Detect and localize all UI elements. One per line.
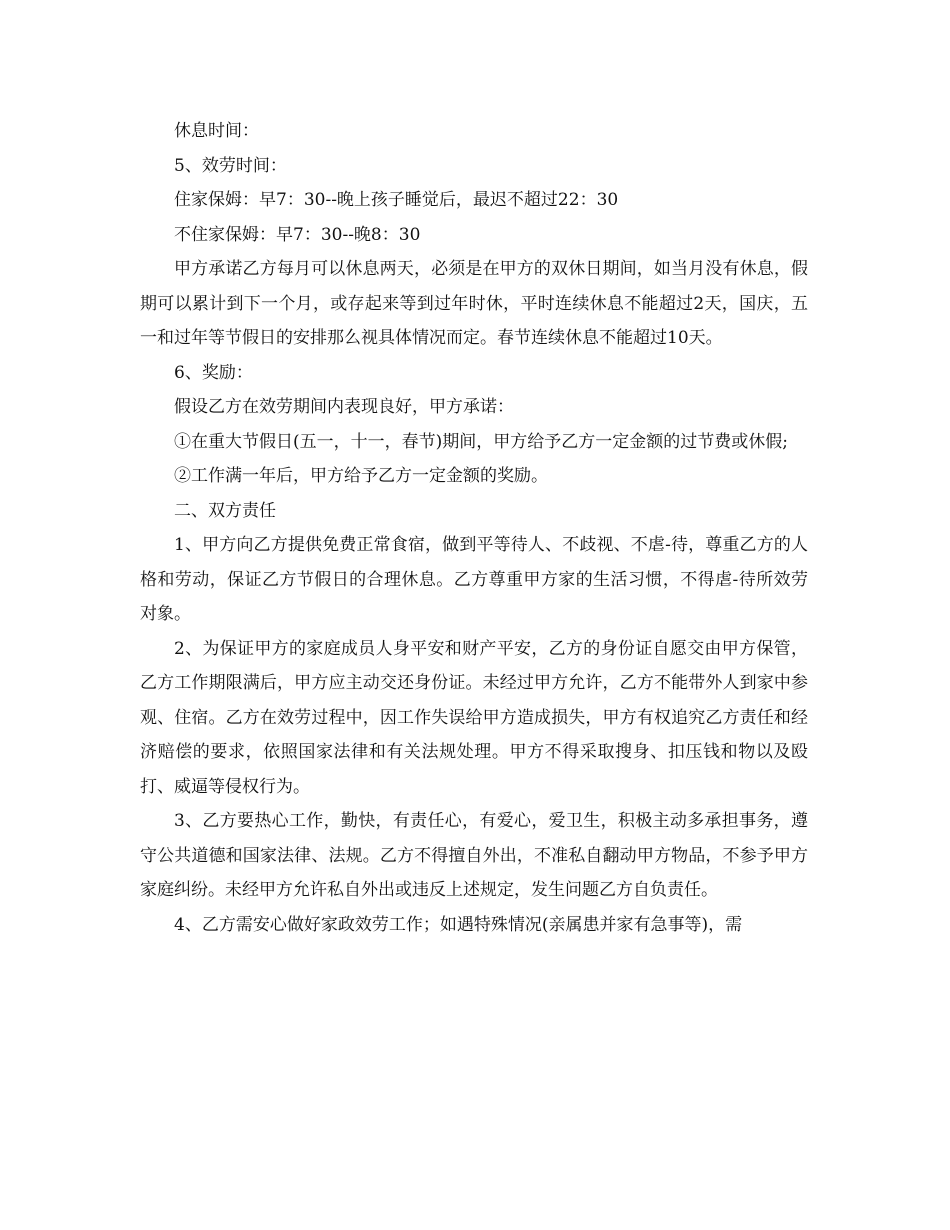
paragraph-responsibility-4: 4、乙方需安心做好家政效劳工作；如遇特殊情况(亲属患并家有急事等)，需	[174, 914, 743, 935]
paragraph-live-in-nanny-hours: 住家保姆：早7：30--晚上孩子睡觉后，最迟不超过22：30	[174, 190, 619, 210]
paragraph-rest-days-promise: 甲方承诺乙方每月可以休息两天，必须是在甲方的双休日期间，如当月没有休息，假期可以累计到下一个月，或存起来等到过年时休，平时连续休息不能超过2天，国庆，五一和过年等节假日的安排那么视具体情况而定。春节连续休息不能超过10天。	[140, 259, 808, 348]
paragraph-rest-time-heading: 休息时间：	[174, 121, 259, 141]
paragraph-responsibility-3: 3、乙方要热心工作，勤快，有责任心，有爱心，爱卫生，积极主动多承担事务，遵守公共道德和国家法律、法规。乙方不得擅自外出，不准私自翻动甲方物品，不参予甲方家庭纠纷。未经甲方允许私自外出或违反上述规定，发生问题乙方自负责任。	[140, 811, 808, 900]
paragraph-reward-condition: 假设乙方在效劳期间内表现良好，甲方承诺：	[174, 397, 514, 417]
paragraph-live-out-nanny-hours: 不住家保姆：早7：30--晚8：30	[174, 224, 421, 245]
paragraph-responsibility-2: 2、为保证甲方的家庭成员人身平安和财产平安，乙方的身份证自愿交由甲方保管，乙方工作期限满后，甲方应主动交还身份证。未经过甲方允许，乙方不能带外人到家中参观、住宿。乙方在效劳过程中，因工作失误给甲方造成损失，甲方有权追究乙方责任和经济赔偿的要求，依照国家法律和有关法规处理。甲方不得采取搜身、扣压钱和物以及殴打、威逼等侵权行为。	[140, 638, 808, 797]
paragraph-service-time-heading: 5、效劳时间：	[174, 155, 287, 176]
section-heading-responsibilities: 二、双方责任	[174, 500, 276, 521]
paragraph-reward-heading: 6、奖励：	[174, 362, 253, 383]
paragraph-responsibility-1: 1、甲方向乙方提供免费正常食宿，做到平等待人、不歧视、不虐-待，尊重乙方的人格和劳动，保证乙方节假日的合理休息。乙方尊重甲方家的生活习惯，不得虐-待所效劳对象。	[140, 535, 808, 624]
paragraph-reward-holiday: ①在重大节假日(五一，十一，春节)期间，甲方给予乙方一定金额的过节费或休假;	[174, 431, 788, 452]
paragraph-reward-annual: ②工作满一年后，甲方给予乙方一定金额的奖励。	[174, 466, 548, 486]
document-body	[140, 114, 808, 942]
